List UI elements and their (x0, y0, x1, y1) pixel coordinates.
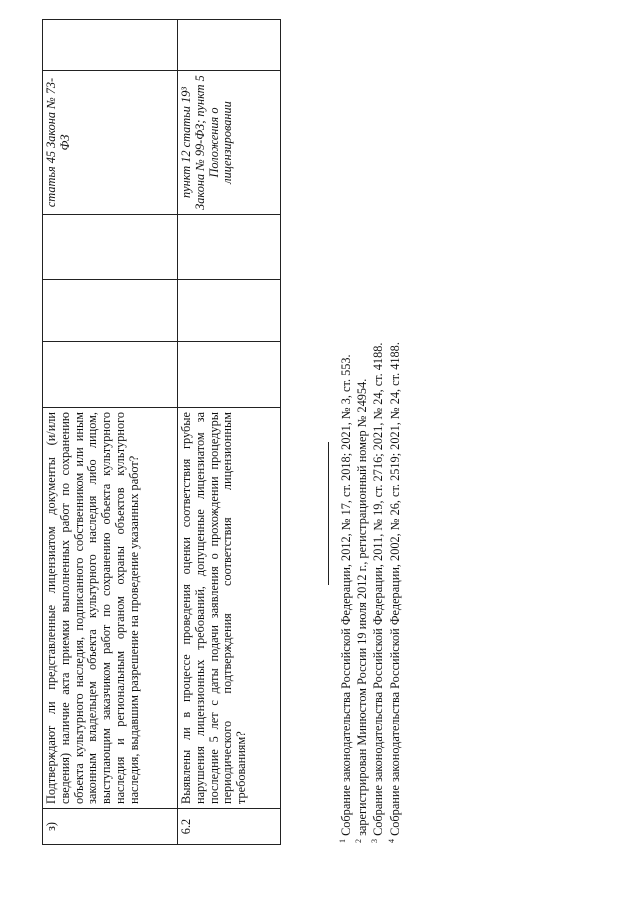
footnote (354, 83, 370, 843)
footnote-text: зарегистрирован Минюстом России 19 июля 2012 г., регистрационный номер № 24954. (355, 378, 370, 836)
footnote-mark: 1 (337, 839, 347, 843)
footnote-mark: 2 (354, 839, 364, 843)
answer-na-cell (43, 215, 178, 280)
legal-reference-cell: пункт 12 статьи 19³ Закона № 99-ФЗ; пункт 5 Положения о лицензировании (178, 71, 281, 215)
answer-no-cell (178, 280, 281, 342)
answer-na-cell (178, 215, 281, 280)
legal-reference-cell: статья 45 Закона № 73-ФЗ (43, 71, 178, 215)
footnote (338, 83, 354, 843)
row-number: з) (43, 809, 178, 845)
notes-cell (43, 20, 178, 71)
footnote-separator (328, 442, 329, 585)
footnote (387, 83, 403, 843)
row-number: 6.2 (178, 809, 281, 845)
footnotes (338, 83, 403, 843)
footnote-mark: 4 (386, 839, 396, 843)
notes-cell (178, 20, 281, 71)
footnote (370, 83, 386, 843)
footnote-text: Собрание законодательства Российской Федерации, 2012, № 17, ст. 2018; 2021, № 3, ст. 553. (339, 354, 353, 836)
footnote-text: Собрание законодательства Российской Федерации, 2011, № 19, ст. 2716; 2021, № 24, ст. 4188. (371, 342, 386, 836)
table-row (178, 20, 281, 845)
question-cell: Подтверждают ли представленные лицензиатом документы (и/или сведения) наличие акта приемки выполненных работ по сохранению объекта культурного наследия, подписанного собственником или иным законным владельцем объекта культурного наследия либо лицом, выступающим заказчиком работ по сохранению объекта культурного наследия и региональным органом охраны объектов культурного наследия, выдавшим разрешение на проведение указанных работ? (43, 408, 178, 809)
answer-no-cell (43, 280, 178, 342)
answer-yes-cell (43, 342, 178, 408)
table-row (43, 20, 178, 845)
footnote-text: Собрание законодательства Российской Федерации, 2002, № 26, ст. 2519; 2021, № 24, ст. 4188. (387, 342, 402, 836)
footnote-mark: 3 (370, 839, 380, 843)
checklist-table (42, 19, 281, 845)
question-cell: Выявлены ли в процессе проведения оценки соответствия грубые нарушения лицензионных требований, допущенные лицензиатом за последние 5 лет с даты подачи заявления о прохождении процедуры периодического подтверждения соответствия лицензионным требованиям? (178, 408, 281, 809)
answer-yes-cell (178, 342, 281, 408)
